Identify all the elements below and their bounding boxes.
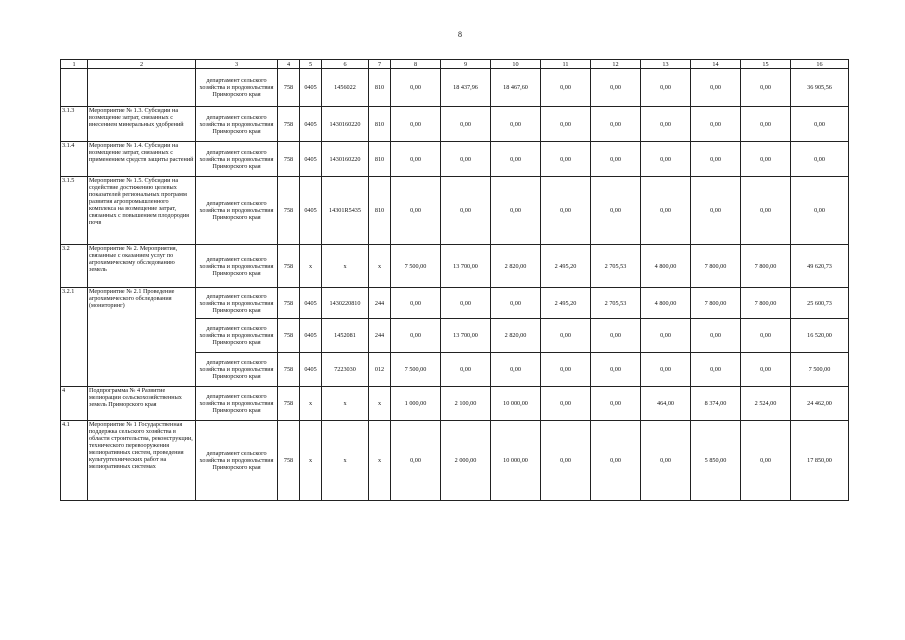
row-value: 0,00: [591, 353, 641, 387]
row-value: 18 467,60: [491, 69, 541, 107]
row-value: 1 000,00: [391, 387, 441, 421]
header-cell: 12: [591, 60, 641, 69]
row-name: Мероприятие № 1.4. Субсидии на возмещение затрат, связанных с применением средств защиты растений: [88, 142, 196, 177]
row-value: 17 850,00: [791, 421, 849, 501]
row-c5: 0405: [300, 107, 322, 142]
row-value: 2 524,00: [741, 387, 791, 421]
row-code: 3.2: [61, 245, 88, 288]
row-value: 0,00: [441, 353, 491, 387]
page-number: 8: [458, 30, 462, 39]
row-c5: 0405: [300, 177, 322, 245]
row-c7: 810: [369, 177, 391, 245]
row-code: 4: [61, 387, 88, 421]
table-row: [61, 142, 849, 177]
row-organization: департамент сельского хозяйства и продовольствия Приморского края: [196, 142, 278, 177]
row-organization: департамент сельского хозяйства и продовольствия Приморского края: [196, 107, 278, 142]
row-c5: 0405: [300, 353, 322, 387]
row-organization: департамент сельского хозяйства и продовольствия Приморского края: [196, 177, 278, 245]
row-value: 0,00: [791, 177, 849, 245]
row-c6: x: [322, 387, 369, 421]
table-row: [61, 387, 849, 421]
row-c7: 244: [369, 288, 391, 319]
row-value: 0,00: [591, 421, 641, 501]
row-value: 2 820,00: [491, 319, 541, 353]
row-value: 0,00: [541, 387, 591, 421]
table-row: [61, 107, 849, 142]
row-code: [61, 69, 88, 107]
header-cell: 15: [741, 60, 791, 69]
row-value: 0,00: [791, 142, 849, 177]
row-c7: 244: [369, 319, 391, 353]
row-code: 4.1: [61, 421, 88, 501]
row-value: 0,00: [491, 288, 541, 319]
row-value: 10 000,00: [491, 421, 541, 501]
header-cell: 3: [196, 60, 278, 69]
row-value: 25 600,73: [791, 288, 849, 319]
row-value: 7 800,00: [691, 245, 741, 288]
row-organization: департамент сельского хозяйства и продовольствия Приморского края: [196, 319, 278, 353]
row-value: 0,00: [491, 177, 541, 245]
header-cell: 2: [88, 60, 196, 69]
row-organization: департамент сельского хозяйства и продовольствия Приморского края: [196, 421, 278, 501]
row-code: 3.1.4: [61, 142, 88, 177]
header-cell: 5: [300, 60, 322, 69]
row-value: 2 495,20: [541, 245, 591, 288]
row-c7: 810: [369, 69, 391, 107]
row-value: 13 700,00: [441, 245, 491, 288]
table-row: [61, 245, 849, 288]
row-value: 0,00: [391, 177, 441, 245]
row-value: 0,00: [741, 319, 791, 353]
row-c7: x: [369, 421, 391, 501]
row-value: 0,00: [541, 107, 591, 142]
row-value: 0,00: [591, 142, 641, 177]
row-value: 0,00: [441, 107, 491, 142]
header-cell: 16: [791, 60, 849, 69]
row-organization: департамент сельского хозяйства и продовольствия Приморского края: [196, 288, 278, 319]
budget-table: [60, 59, 849, 501]
header-cell: 1: [61, 60, 88, 69]
row-value: 0,00: [741, 421, 791, 501]
row-value: 0,00: [391, 421, 441, 501]
row-value: 0,00: [491, 142, 541, 177]
row-c4: 758: [278, 245, 300, 288]
row-c6: x: [322, 245, 369, 288]
row-value: 2 705,53: [591, 288, 641, 319]
row-organization: департамент сельского хозяйства и продовольствия Приморского края: [196, 245, 278, 288]
row-c4: 758: [278, 319, 300, 353]
row-value: 2 100,00: [441, 387, 491, 421]
row-value: 0,00: [691, 177, 741, 245]
row-value: 0,00: [691, 142, 741, 177]
row-name: Мероприятие № 1.5. Субсидии на содействие достижению целевых показателей региональных программ развития агропромышленного комплекса на возмещение затрат, связанных с повышением плодородия почв: [88, 177, 196, 245]
row-value: 0,00: [391, 69, 441, 107]
row-value: 0,00: [541, 421, 591, 501]
row-c4: 758: [278, 353, 300, 387]
row-value: 0,00: [691, 107, 741, 142]
row-value: 7 500,00: [391, 245, 441, 288]
row-value: 7 500,00: [391, 353, 441, 387]
table-row: [61, 69, 849, 107]
row-value: 10 000,00: [491, 387, 541, 421]
row-code: 3.1.5: [61, 177, 88, 245]
row-c6: 14301R5435: [322, 177, 369, 245]
row-value: 0,00: [441, 177, 491, 245]
row-c4: 758: [278, 177, 300, 245]
row-value: 2 000,00: [441, 421, 491, 501]
header-cell: 14: [691, 60, 741, 69]
header-row: [61, 60, 849, 69]
header-cell: 6: [322, 60, 369, 69]
row-value: 0,00: [591, 69, 641, 107]
row-value: 0,00: [541, 69, 591, 107]
row-c6: 1456022: [322, 69, 369, 107]
row-value: 36 905,56: [791, 69, 849, 107]
row-value: 7 500,00: [791, 353, 849, 387]
header-cell: 10: [491, 60, 541, 69]
row-value: 7 800,00: [741, 288, 791, 319]
row-name: Мероприятие № 2.1 Проведение агрохимического обследования (мониторинг): [88, 288, 196, 387]
row-organization: департамент сельского хозяйства и продовольствия Приморского края: [196, 69, 278, 107]
row-value: 0,00: [641, 421, 691, 501]
row-c5: 0405: [300, 69, 322, 107]
row-value: 5 850,00: [691, 421, 741, 501]
row-value: 0,00: [591, 387, 641, 421]
row-c7: 810: [369, 142, 391, 177]
row-c5: x: [300, 387, 322, 421]
row-value: 0,00: [741, 69, 791, 107]
row-value: 0,00: [541, 142, 591, 177]
header-cell: 13: [641, 60, 691, 69]
row-value: 0,00: [691, 69, 741, 107]
row-c6: 1452081: [322, 319, 369, 353]
row-value: 16 520,00: [791, 319, 849, 353]
header-cell: 9: [441, 60, 491, 69]
row-code: 3.2.1: [61, 288, 88, 387]
row-value: 0,00: [391, 107, 441, 142]
table-row: [61, 288, 849, 319]
row-value: 0,00: [641, 353, 691, 387]
row-value: 0,00: [541, 319, 591, 353]
row-name: [88, 69, 196, 107]
row-value: 2 705,53: [591, 245, 641, 288]
row-c4: 758: [278, 107, 300, 142]
row-value: 0,00: [391, 288, 441, 319]
table-row: [61, 421, 849, 501]
row-c4: 758: [278, 421, 300, 501]
row-c7: x: [369, 245, 391, 288]
row-c7: 810: [369, 107, 391, 142]
table-row: [61, 177, 849, 245]
row-value: 0,00: [391, 142, 441, 177]
row-name: Подпрограмма № 4 Развитие мелиорации сельскохозяйственных земель Приморского края: [88, 387, 196, 421]
row-name: Мероприятие № 1 Государственная поддержка сельского хозяйства в области строительства, реконструкции, технического перевооружения мелиоративных систем, проведения культуртехнических работ на мелиоративных системах: [88, 421, 196, 501]
row-value: 0,00: [641, 319, 691, 353]
row-value: 0,00: [491, 353, 541, 387]
row-value: 0,00: [741, 142, 791, 177]
row-value: 0,00: [591, 177, 641, 245]
row-value: 0,00: [641, 177, 691, 245]
row-c6: 1430160220: [322, 107, 369, 142]
row-c4: 758: [278, 69, 300, 107]
row-value: 464,00: [641, 387, 691, 421]
row-value: 0,00: [541, 177, 591, 245]
row-name: Мероприятие № 2. Мероприятия, связанные с оказанием услуг по агрохимическому обследованию земель: [88, 245, 196, 288]
row-value: 0,00: [491, 107, 541, 142]
row-c5: 0405: [300, 288, 322, 319]
row-c5: 0405: [300, 319, 322, 353]
row-value: 13 700,00: [441, 319, 491, 353]
row-name: Мероприятие № 1.3. Субсидии на возмещение затрат, связанных с внесением минеральных удобрений: [88, 107, 196, 142]
row-value: 49 620,73: [791, 245, 849, 288]
row-value: 0,00: [591, 107, 641, 142]
row-value: 4 800,00: [641, 245, 691, 288]
row-value: 0,00: [641, 142, 691, 177]
row-c4: 758: [278, 288, 300, 319]
row-value: 8 374,00: [691, 387, 741, 421]
row-value: 0,00: [691, 319, 741, 353]
row-value: 7 800,00: [691, 288, 741, 319]
row-value: 0,00: [441, 288, 491, 319]
row-c6: 1430220810: [322, 288, 369, 319]
row-value: 18 437,96: [441, 69, 491, 107]
row-c6: 7223030: [322, 353, 369, 387]
row-organization: департамент сельского хозяйства и продовольствия Приморского края: [196, 387, 278, 421]
row-value: 0,00: [791, 107, 849, 142]
row-value: 0,00: [741, 353, 791, 387]
row-value: 0,00: [641, 69, 691, 107]
row-c5: x: [300, 421, 322, 501]
row-value: 0,00: [591, 319, 641, 353]
row-c7: x: [369, 387, 391, 421]
row-value: 4 800,00: [641, 288, 691, 319]
row-c4: 758: [278, 142, 300, 177]
row-c7: 012: [369, 353, 391, 387]
row-value: 2 820,00: [491, 245, 541, 288]
row-value: 0,00: [541, 353, 591, 387]
row-value: 0,00: [391, 319, 441, 353]
row-value: 7 800,00: [741, 245, 791, 288]
row-c5: x: [300, 245, 322, 288]
row-c4: 758: [278, 387, 300, 421]
header-cell: 8: [391, 60, 441, 69]
row-value: 2 495,20: [541, 288, 591, 319]
row-value: 0,00: [741, 107, 791, 142]
row-value: 0,00: [741, 177, 791, 245]
row-organization: департамент сельского хозяйства и продовольствия Приморского края: [196, 353, 278, 387]
row-c5: 0405: [300, 142, 322, 177]
row-c6: 1430160220: [322, 142, 369, 177]
header-cell: 11: [541, 60, 591, 69]
header-cell: 4: [278, 60, 300, 69]
row-value: 0,00: [641, 107, 691, 142]
row-value: 0,00: [441, 142, 491, 177]
row-code: 3.1.3: [61, 107, 88, 142]
row-value: 24 462,00: [791, 387, 849, 421]
header-cell: 7: [369, 60, 391, 69]
row-c6: x: [322, 421, 369, 501]
row-value: 0,00: [691, 353, 741, 387]
